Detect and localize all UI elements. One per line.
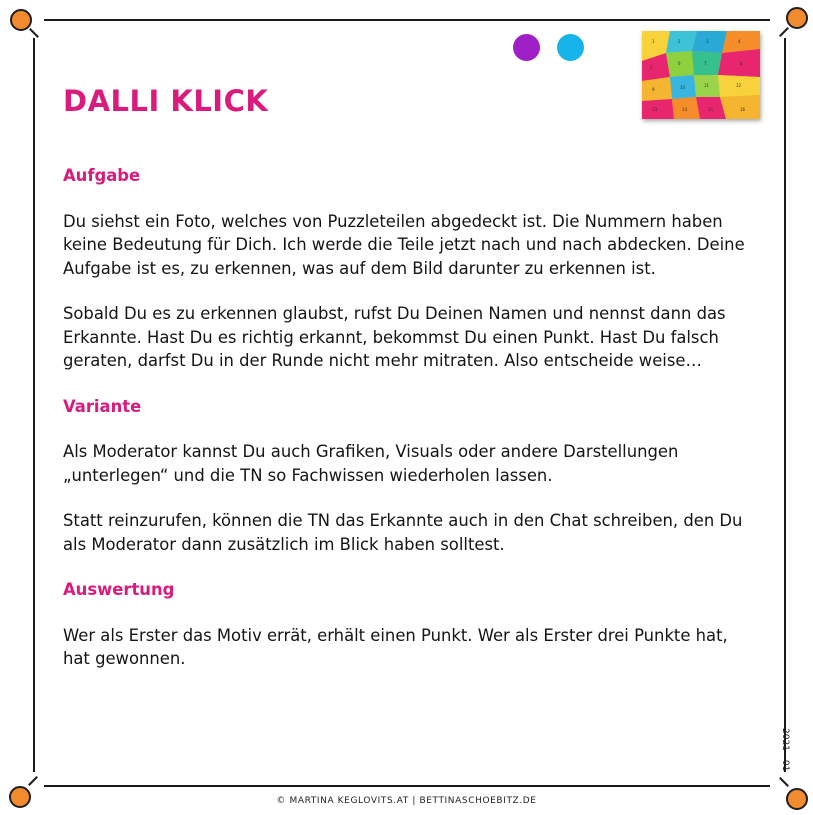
page-title: DALLI KLICK — [63, 84, 269, 118]
copyright-footer: © MARTINA KEGLOVITS.AT | BETTINASCHOEBITZ.DE — [276, 796, 537, 806]
thumb-number: 11 — [704, 83, 710, 88]
instructions-content — [63, 164, 753, 671]
section-heading-auswertung: Auswertung — [63, 580, 175, 599]
corner-tick-bottom-right — [779, 777, 789, 787]
thumb-number: 14 — [682, 107, 688, 112]
thumb-number: 2 — [678, 39, 681, 44]
thumb-number: 15 — [708, 107, 714, 112]
frame-top — [44, 19, 770, 21]
paragraph: Wer als Erster das Motiv errät, erhält einen Punkt. Wer als Erster drei Punkte hat, hat gewonnen. — [63, 625, 728, 668]
paragraph: Du siehst ein Foto, welches von Puzzleteilen abgedeckt ist. Die Nummern haben keine Bedeutung für Dich. Ich werde die Teile jetzt nach und nach abdecken. Deine Aufgabe ist es, zu erkennen, was auf dem Bild darunter zu erkennen ist. — [63, 211, 745, 278]
date-label: 2021 - 01 — [780, 728, 790, 772]
blue-dot — [557, 34, 584, 61]
thumb-number: 12 — [736, 83, 742, 88]
thumb-number: 9 — [652, 87, 655, 92]
corner-pin-top-right — [786, 7, 808, 29]
corner-pin-top-left — [10, 9, 32, 31]
corner-tick-top-right — [779, 27, 789, 37]
thumb-number: 6 — [678, 61, 681, 66]
thumb-number: 5 — [650, 65, 653, 70]
corner-tick-top-left — [29, 28, 39, 38]
thumb-number: 16 — [740, 107, 746, 112]
frame-bottom — [44, 785, 770, 787]
paragraph: Als Moderator kannst Du auch Grafiken, Visuals oder andere Darstellungen „unterlegen“ und die TN so Fachwissen wiederholen lassen. — [63, 442, 679, 485]
thumb-number: 7 — [704, 61, 707, 66]
thumb-number: 3 — [706, 39, 709, 44]
section-heading-aufgabe: Aufgabe — [63, 166, 141, 185]
paragraph: Sobald Du es zu erkennen glaubst, rufst Du Deinen Namen und nennst dann das Erkannte. Hast Du es richtig erkannt, bekommst Du einen Punkt. Hast Du falsch geraten, darfst Du in der Runde nicht mehr mitraten. Also entscheide weise… — [63, 304, 726, 370]
thumb-number: 13 — [652, 107, 658, 112]
thumb-number: 4 — [738, 39, 741, 44]
frame-right — [784, 38, 786, 772]
puzzle-thumbnail-image — [642, 31, 760, 119]
thumb-number: 10 — [680, 85, 686, 90]
purple-dot — [513, 34, 540, 61]
section-heading-variante: Variante — [63, 396, 142, 416]
thumb-number: 1 — [652, 39, 655, 44]
thumb-number: 8 — [740, 61, 743, 66]
corner-tick-bottom-left — [28, 776, 38, 786]
frame-left — [33, 38, 35, 772]
paragraph: Statt reinzurufen, können die TN das Erkannte auch in den Chat schreiben, den Du als Moderator dann zusätzlich im Blick haben solltest. — [63, 511, 743, 554]
